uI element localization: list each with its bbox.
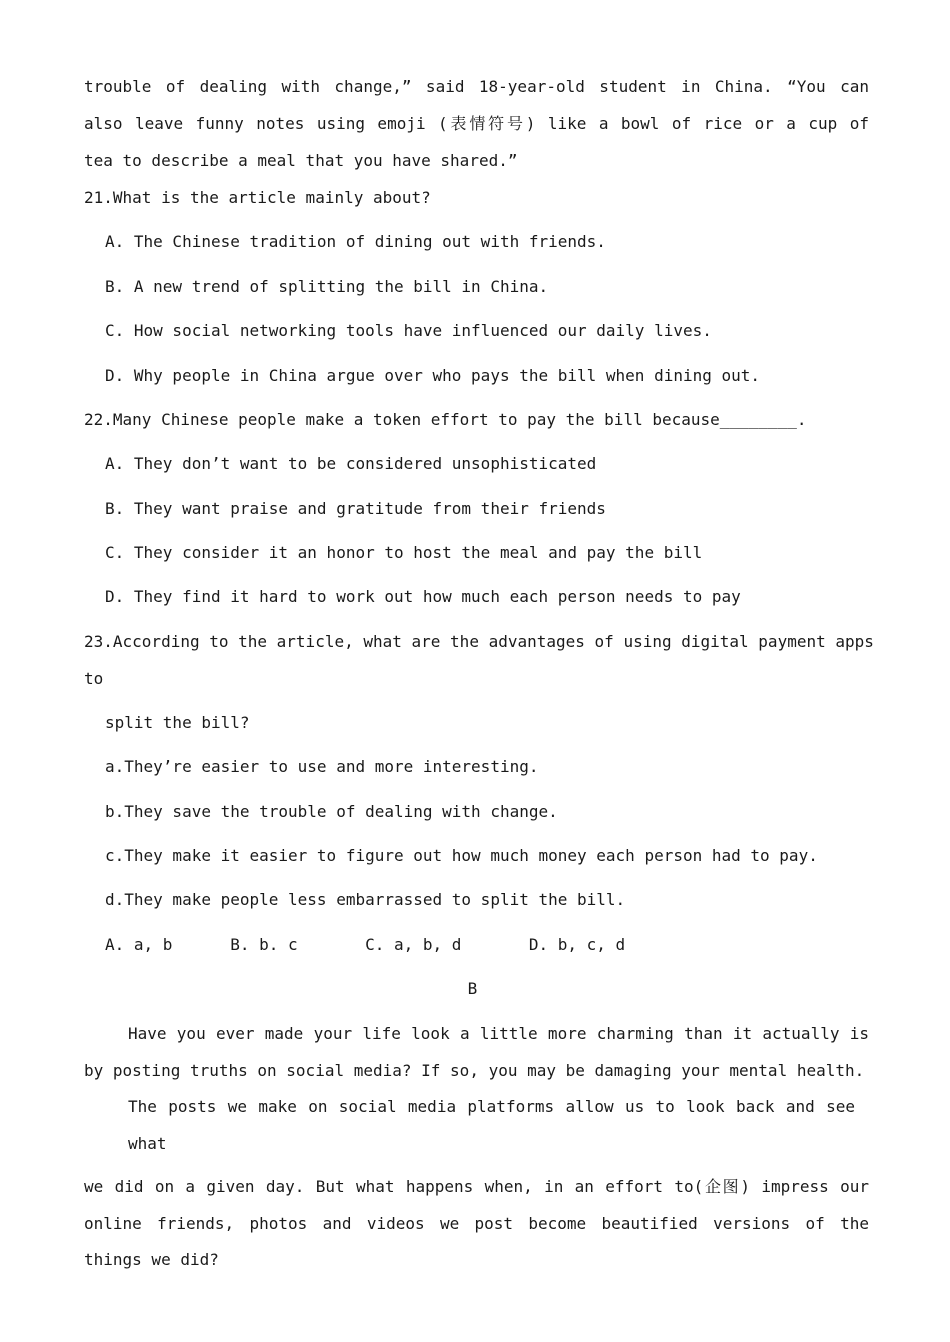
question-21-option-c: C. How social networking tools have influenced our daily lives. [105,321,712,340]
question-23-stem-wrap: to [84,669,104,688]
question-22-option-a: A. They don’t want to be considered unsophisticated [105,454,597,473]
passage-line: tea to describe a meal that you have shared.” [84,151,518,170]
question-22-option-c: C. They consider it an honor to host the meal and pay the bill [105,543,703,562]
passage-line: trouble of dealing with change,” said 18-year-old student in China. “You can [84,77,869,96]
section-b-paragraph-line: we did on a given day. But what happens when, in an effort to(企图) impress our [84,1177,869,1196]
question-21-option-a: A. The Chinese tradition of dining out with friends. [105,232,606,251]
question-21-stem: 21.What is the article mainly about? [84,188,431,207]
question-23-statement-a: a.They’re easier to use and more interesting. [105,757,539,776]
question-23-statement-b: b.They save the trouble of dealing with change. [105,802,558,821]
question-21-option-b: B. A new trend of splitting the bill in China. [105,277,549,296]
question-23-statement-c: c.They make it easier to figure out how much money each person had to pay. [105,846,818,865]
question-21-option-d: D. Why people in China argue over who pays the bill when dining out. [105,366,761,385]
question-22-option-b: B. They want praise and gratitude from their friends [105,499,606,518]
question-23-stem-continued: split the bill? [105,713,250,732]
section-b-paragraph-line: online friends, photos and videos we post become beautified versions of the [84,1214,869,1233]
section-b-paragraph-line: things we did? [84,1250,219,1269]
section-b-paragraph-line: Have you ever made your life look a little more charming than it actually is [128,1024,869,1043]
question-23-statement-d: d.They make people less embarrassed to split the bill. [105,890,626,909]
question-22-option-d: D. They find it hard to work out how much each person needs to pay [105,587,741,606]
section-b-paragraph-line: what [128,1134,167,1153]
question-22-stem: 22.Many Chinese people make a token effort to pay the bill because________. [84,410,807,429]
passage-line: also leave funny notes using emoji (表情符号) like a bowl of rice or a cup of [84,114,869,133]
question-23-stem: 23.According to the article, what are the advantages of using digital payment apps [84,632,874,651]
section-b-paragraph-line: by posting truths on social media? If so, you may be damaging your mental health. [84,1061,865,1080]
section-b-heading: B [467,979,478,998]
section-b-paragraph-line: The posts we make on social media platforms allow us to look back and see [128,1097,855,1116]
question-23-choices: A. a, b B. b. c C. a, b, d D. b, c, d [105,935,626,954]
